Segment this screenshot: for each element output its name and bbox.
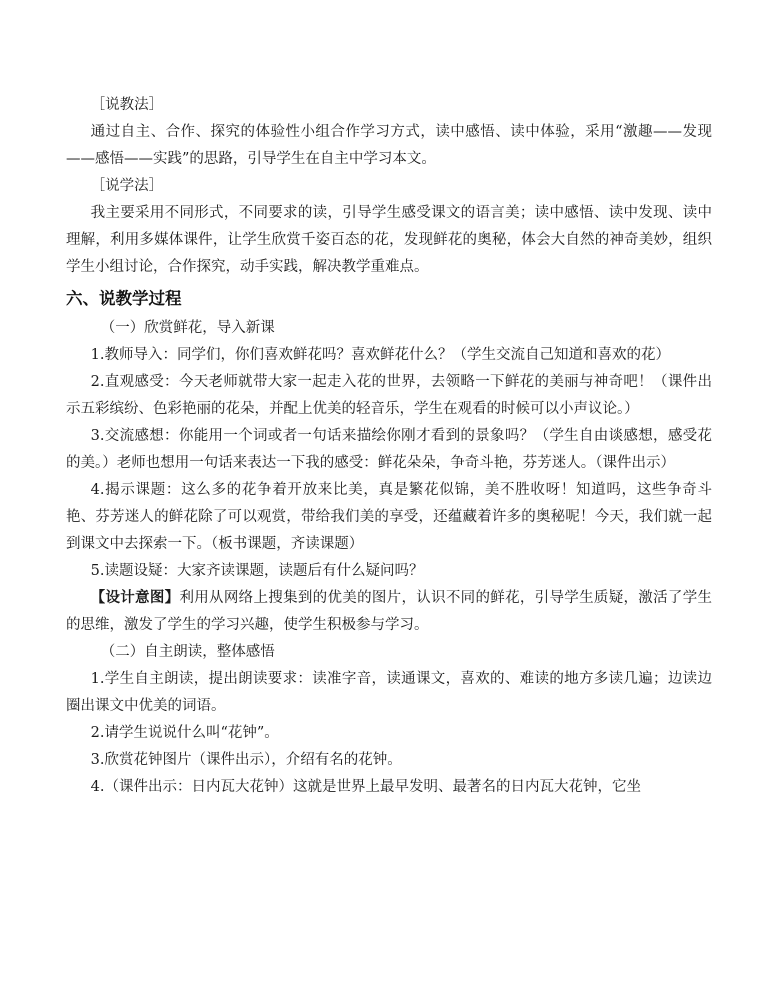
part-one-item-2: 2.直观感受：今天老师就带大家一起走入花的世界，去领略一下鲜花的美丽与神奇吧！（课件出示五彩缤纷、色彩艳丽的花朵，并配上优美的轻音乐，学生在观看的时候可以小声议论。） xyxy=(66,374,712,417)
design-intent-text: 利用从网络上搜集到的优美的图片，认识不同的鲜花，引导学生质疑，激活了学生的思维，激发了学生的学习兴趣，使学生积极参与学习。 xyxy=(66,590,713,633)
design-intent-paragraph xyxy=(66,585,712,639)
teaching-method-paragraph: 通过自主、合作、探究的体验性小组合作学习方式，读中感悟、读中体验，采用“激趣——发现——感悟——实践”的思路，引导学生在自主中学习本文。 xyxy=(66,124,712,167)
part-one-item-3: 3.交流感想：你能用一个词或者一句话来描绘你刚才看到的景象吗？（学生自由谈感想，感受花的美。）老师也想用一句话来表达一下我的感受：鲜花朵朵，争奇斗艳，芬芳迷人。（课件出示） xyxy=(66,428,712,471)
part-two-item-3: 3.欣赏花钟图片（课件出示），介绍有名的花钟。 xyxy=(90,752,402,768)
learning-method-heading: ［说学法］ xyxy=(90,178,164,194)
part-one-item-1: 1.教师导入：同学们，你们喜欢鲜花吗？喜欢鲜花什么？（学生交流自己知道和喜欢的花） xyxy=(90,347,670,363)
part-two-heading: （二）自主朗读，整体感悟 xyxy=(100,644,275,660)
document-body xyxy=(66,92,712,801)
part-one-heading: （一）欣赏鲜花，导入新课 xyxy=(100,320,275,336)
part-one-item-5: 5.读题设疑：大家齐读课题，读题后有什么疑问吗？ xyxy=(90,563,424,579)
part-two-item-2: 2.请学生说说什么叫“花钟”。 xyxy=(90,725,279,741)
teaching-method-heading: ［说教法］ xyxy=(90,97,164,113)
part-one-item-4: 4.揭示课题：这么多的花争着开放来比美，真是繁花似锦，美不胜收呀！知道吗，这些争奇斗艳、芬芳迷人的鲜花除了可以观赏，带给我们美的享受，还蕴藏着许多的奥秘呢！今天，我们就一起到课文中去探索一下。（板书课题，齐读课题） xyxy=(66,482,712,552)
part-two-item-4: 4.（课件出示：日内瓦大花钟）这就是世界上最早发明、最著名的日内瓦大花钟，它坐 xyxy=(90,779,641,795)
teaching-process-heading: 六、说教学过程 xyxy=(66,289,182,308)
part-two-item-1: 1.学生自主朗读，提出朗读要求：读准字音，读通课文，喜欢的、难读的地方多读几遍；边读边圈出课文中优美的词语。 xyxy=(66,671,712,714)
design-intent-label: 【设计意图】 xyxy=(90,590,180,606)
learning-method-paragraph: 我主要采用不同形式，不同要求的读，引导学生感受课文的语言美；读中感悟、读中发现、读中理解，利用多媒体课件，让学生欣赏千姿百态的花，发现鲜花的奥秘，体会大自然的神奇美妙，组织学生小组讨论，合作探究，动手实践，解决教学重难点。 xyxy=(66,205,712,275)
